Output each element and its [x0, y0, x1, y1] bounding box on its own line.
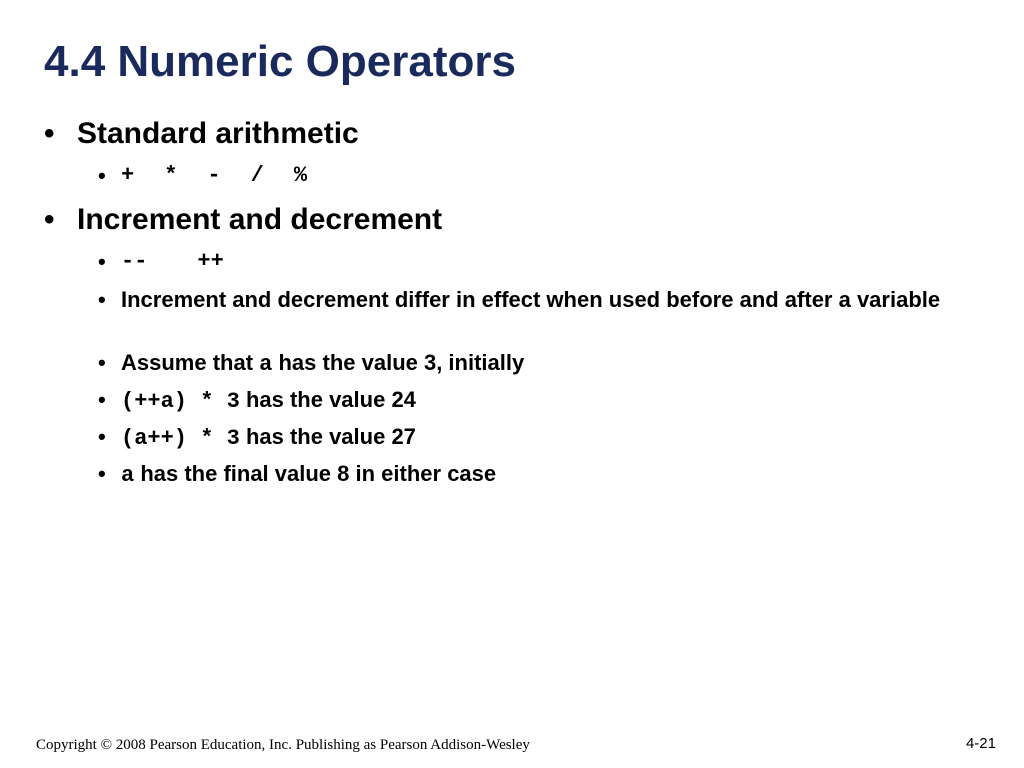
page-number: 4-21	[965, 735, 996, 752]
bullet-text: Increment and decrement differ in effect when used before and after a variable	[121, 287, 941, 312]
text-pre: Assume that	[121, 350, 260, 375]
code-post-increment-expr: (a++) * 3	[121, 426, 240, 451]
bullet-marker: •	[98, 424, 106, 449]
bullet-standard-arithmetic	[44, 116, 359, 152]
sub-bullet-inc-dec-operators	[98, 248, 978, 275]
operator-decrement: --	[121, 249, 148, 274]
operator-plus: +	[121, 163, 135, 188]
footer-copyright: Copyright © 2008 Pearson Education, Inc. Publishing as Pearson Addison-Wesley	[36, 737, 530, 753]
operator-multiply: *	[164, 163, 178, 188]
bullet-marker: •	[98, 163, 106, 188]
bullet-text: Increment and decrement	[77, 203, 443, 236]
code-pre-increment-expr: (++a) * 3	[121, 389, 240, 414]
code-variable-a: a	[259, 352, 273, 377]
bullet-marker: •	[98, 350, 106, 375]
bullet-marker: •	[98, 249, 106, 274]
sub-bullet-differ-effect	[98, 286, 978, 313]
sub-bullet-pre-increment	[98, 386, 978, 415]
text-post: has the value 24	[239, 387, 416, 412]
text-post: has the final value 8 in either case	[134, 461, 497, 486]
bullet-marker: •	[98, 287, 106, 312]
bullet-marker: •	[44, 117, 55, 150]
code-variable-a: a	[121, 463, 135, 488]
bullet-increment-decrement	[44, 202, 442, 238]
bullet-marker: •	[44, 203, 55, 236]
operator-modulo: %	[293, 163, 308, 188]
text-post: has the value 3, initially	[272, 350, 525, 375]
bullet-marker: •	[98, 461, 106, 486]
slide-title: 4.4 Numeric Operators	[44, 37, 516, 86]
sub-bullet-post-increment	[98, 423, 978, 452]
bullet-text: Standard arithmetic	[77, 117, 359, 150]
sub-bullet-assume-value	[98, 349, 978, 378]
sub-bullet-arithmetic-operators	[98, 162, 978, 189]
operator-divide: /	[250, 163, 264, 188]
sub-bullet-final-value	[98, 460, 978, 489]
operator-increment: ++	[197, 249, 224, 274]
text-post: has the value 27	[239, 424, 416, 449]
operator-minus: -	[207, 163, 221, 188]
bullet-marker: •	[98, 387, 106, 412]
